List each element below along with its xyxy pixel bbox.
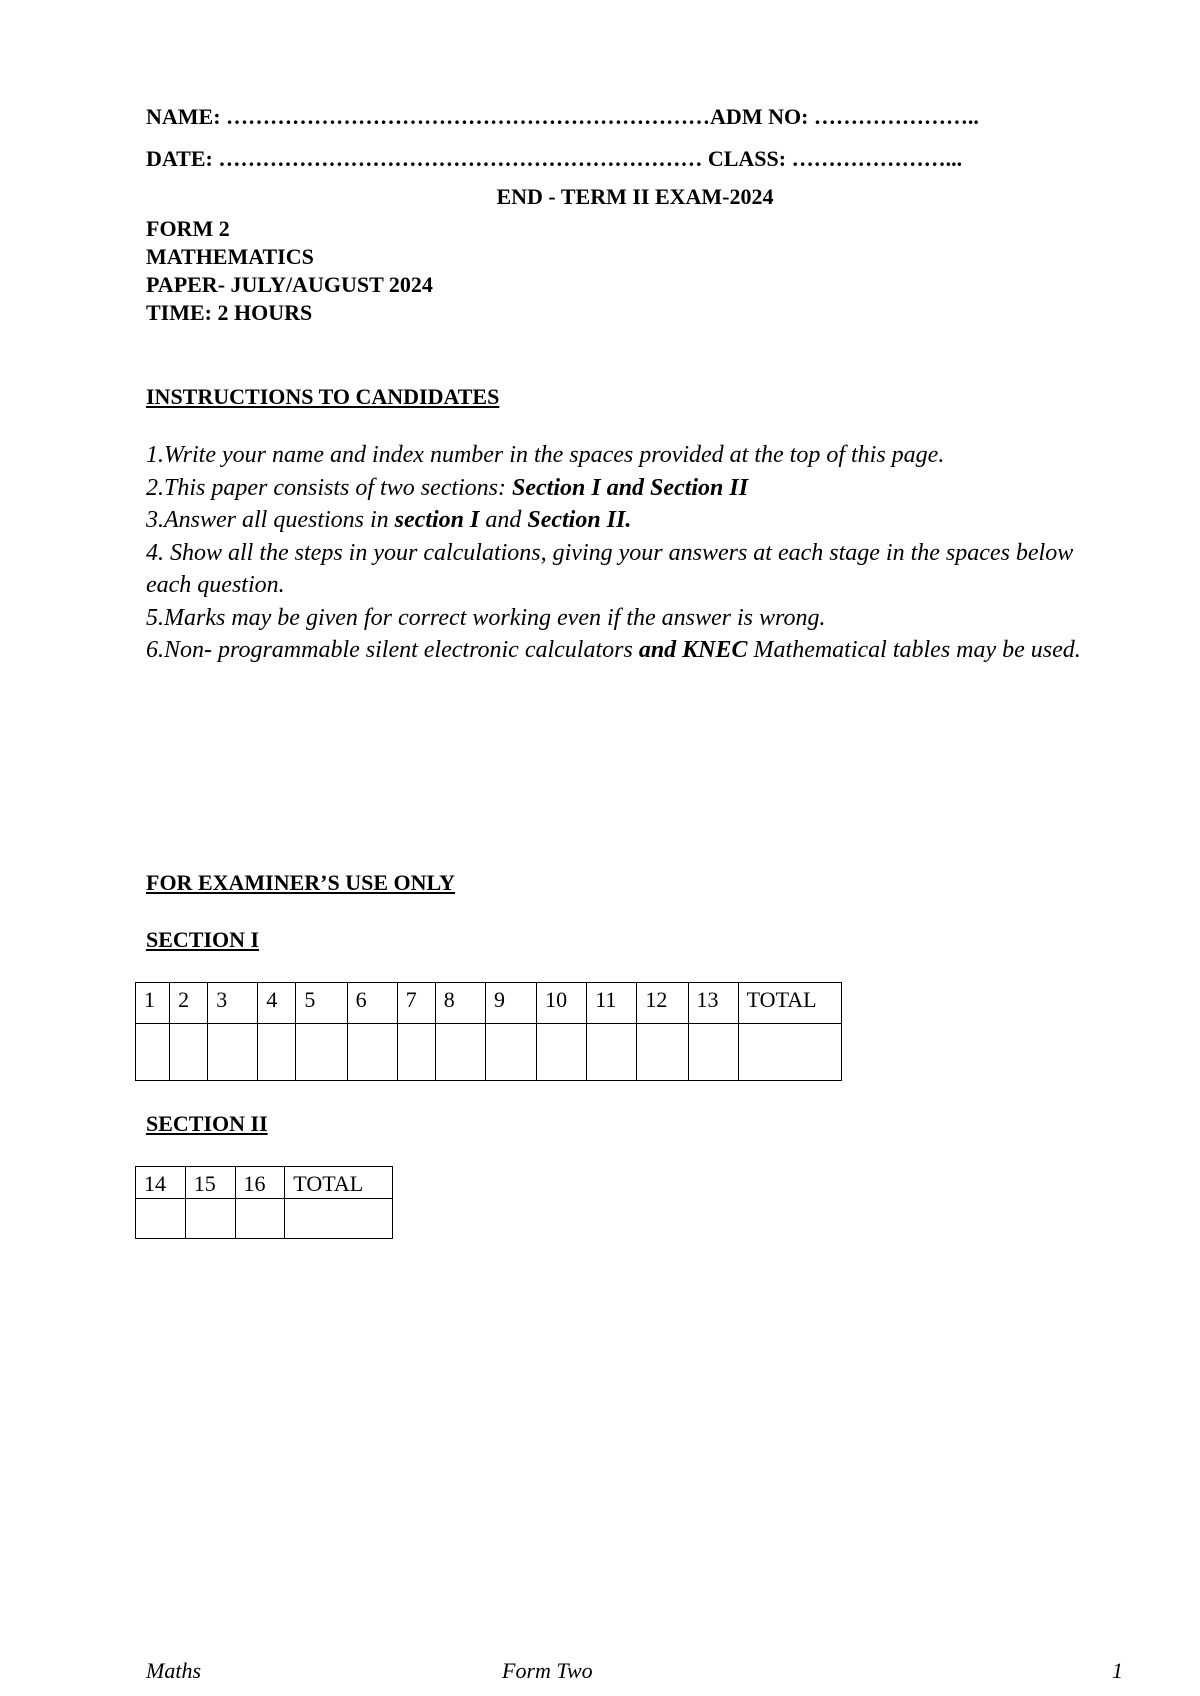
instruction-4: 4. Show all the steps in your calculations, giving your answers at each stage in the spaces below each question.: [146, 539, 1074, 598]
score-cell[interactable]: [485, 1024, 536, 1081]
name-adm-line: NAME: …………………………………………………………ADM NO: …………………..: [146, 104, 979, 129]
instruction-2: [146, 472, 1106, 505]
exam-meta: [146, 215, 433, 327]
section-2-header-row: [136, 1167, 393, 1199]
score-cell[interactable]: [136, 1199, 186, 1239]
date-class-line: DATE: ………………………………………………………… CLASS: …………………...: [146, 146, 963, 171]
score-cell[interactable]: [170, 1024, 208, 1081]
section-2-heading: SECTION II: [146, 1111, 268, 1136]
instruction-3-text: 3.Answer all questions in: [146, 507, 395, 533]
score-cell[interactable]: [185, 1199, 235, 1239]
instruction-5: 5.Marks may be given for correct working even if the answer is wrong.: [146, 604, 826, 631]
question-number-cell: 11: [587, 983, 637, 1024]
score-cell[interactable]: [435, 1024, 485, 1081]
subject-label: MATHEMATICS: [146, 244, 314, 269]
score-cell[interactable]: [235, 1199, 285, 1239]
footer-subject: Maths: [146, 1658, 201, 1683]
instruction-6-bold: and KNEC: [638, 637, 748, 663]
question-number-cell: 5: [296, 983, 347, 1024]
section-2-score-row: [136, 1199, 393, 1239]
question-number-cell: 2: [170, 983, 208, 1024]
question-number-cell: 1: [136, 983, 170, 1024]
instruction-3-bold-b: Section II.: [527, 507, 632, 533]
score-cell[interactable]: [537, 1024, 587, 1081]
form-label: FORM 2: [146, 216, 230, 241]
score-cell[interactable]: [296, 1024, 347, 1081]
score-cell[interactable]: [738, 1024, 841, 1081]
question-number-cell: 8: [435, 983, 485, 1024]
question-number-cell: 9: [485, 983, 536, 1024]
score-cell[interactable]: [347, 1024, 397, 1081]
instruction-3-mid: and: [479, 507, 528, 533]
footer-form: Form Two: [502, 1658, 593, 1683]
question-number-cell: 3: [208, 983, 258, 1024]
section-2-marks-table: [135, 1166, 393, 1239]
score-cell[interactable]: [397, 1024, 435, 1081]
exam-title: END - TERM II EXAM-2024: [496, 184, 774, 209]
instruction-3-bold-a: section I: [394, 507, 480, 533]
time-label: TIME: 2 HOURS: [146, 300, 313, 325]
examiner-heading: FOR EXAMINER’S USE ONLY: [146, 870, 456, 895]
instruction-2-bold: Section I and Section II: [512, 474, 749, 501]
instructions-list: [146, 439, 1106, 667]
question-number-cell: 15: [185, 1167, 235, 1199]
score-cell[interactable]: [136, 1024, 170, 1081]
question-number-cell: 4: [258, 983, 296, 1024]
score-cell[interactable]: [258, 1024, 296, 1081]
question-number-cell: TOTAL: [285, 1167, 393, 1199]
score-cell[interactable]: [688, 1024, 738, 1081]
instruction-6-suffix: Mathematical tables may be used.: [747, 637, 1081, 663]
instructions-heading: INSTRUCTIONS TO CANDIDATES: [146, 384, 500, 409]
score-cell[interactable]: [285, 1199, 393, 1239]
paper-label: PAPER- JULY/AUGUST 2024: [146, 272, 433, 297]
question-number-cell: 7: [397, 983, 435, 1024]
section-1-heading: SECTION I: [146, 927, 260, 952]
question-number-cell: 16: [235, 1167, 285, 1199]
section-1-marks-table: [135, 982, 842, 1081]
section-1-score-row: [136, 1024, 842, 1081]
footer-page-number: 1: [1112, 1658, 1123, 1683]
question-number-cell: 12: [637, 983, 688, 1024]
question-number-cell: 6: [347, 983, 397, 1024]
instruction-6-text: 6.Non- programmable silent electronic calculators: [146, 637, 639, 663]
score-cell[interactable]: [637, 1024, 688, 1081]
question-number-cell: 10: [537, 983, 587, 1024]
question-number-cell: TOTAL: [738, 983, 841, 1024]
instruction-6: [146, 634, 1106, 667]
score-cell[interactable]: [587, 1024, 637, 1081]
question-number-cell: 13: [688, 983, 738, 1024]
instruction-3: [146, 504, 1106, 537]
instruction-2-text: 2.This paper consists of two sections:: [146, 474, 513, 501]
score-cell[interactable]: [208, 1024, 258, 1081]
instruction-1: 1.Write your name and index number in the spaces provided at the top of this page.: [146, 442, 945, 468]
section-1-header-row: [136, 983, 842, 1024]
question-number-cell: 14: [136, 1167, 186, 1199]
